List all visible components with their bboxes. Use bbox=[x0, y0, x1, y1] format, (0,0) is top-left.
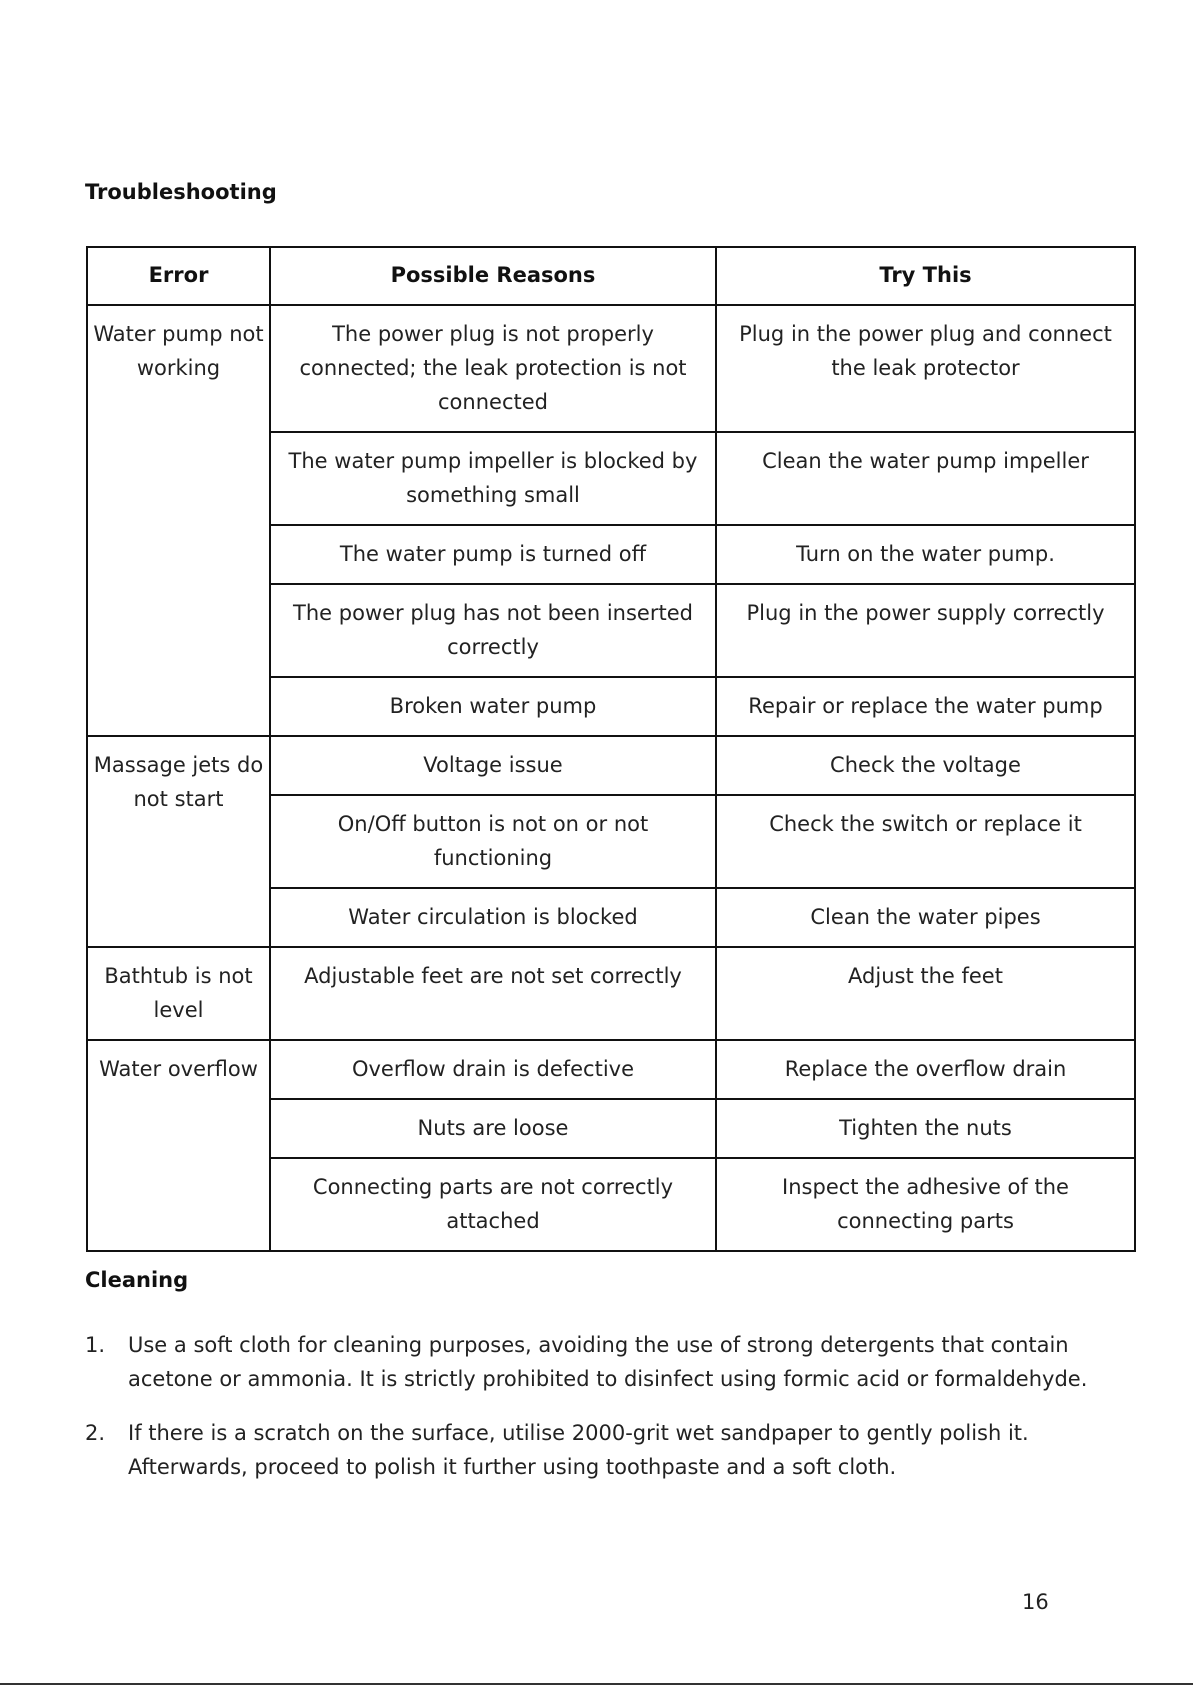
list-item-number: 2. bbox=[85, 1421, 106, 1445]
fix-cell: Plug in the power supply correctly bbox=[716, 584, 1135, 677]
error-cell: Water overflow bbox=[87, 1040, 270, 1251]
reason-cell: The power plug is not properly connected; the leak protection is not connected bbox=[270, 305, 716, 432]
page-number: 16 bbox=[1022, 1590, 1049, 1614]
error-cell: Bathtub is not level bbox=[87, 947, 270, 1040]
fix-cell: Repair or replace the water pump bbox=[716, 677, 1135, 736]
cleaning-list bbox=[85, 1328, 1125, 1504]
fix-cell: Check the voltage bbox=[716, 736, 1135, 795]
list-item-text: If there is a scratch on the surface, utilise 2000-grit wet sandpaper to gently polish it. Afterwards, proceed to polish it further using toothpaste and a soft cloth. bbox=[128, 1421, 1029, 1479]
troubleshooting-table bbox=[86, 246, 1136, 1252]
fix-cell: Replace the overflow drain bbox=[716, 1040, 1135, 1099]
table-header-row bbox=[87, 247, 1135, 305]
reason-cell: Adjustable feet are not set correctly bbox=[270, 947, 716, 1040]
fix-cell: Plug in the power plug and connect the leak protector bbox=[716, 305, 1135, 432]
reason-cell: Broken water pump bbox=[270, 677, 716, 736]
reason-cell: The water pump is turned off bbox=[270, 525, 716, 584]
reason-cell: The water pump impeller is blocked by something small bbox=[270, 432, 716, 525]
header-possible-reasons: Possible Reasons bbox=[270, 247, 716, 305]
fix-cell: Adjust the feet bbox=[716, 947, 1135, 1040]
table-row bbox=[87, 305, 1135, 432]
error-cell: Water pump not working bbox=[87, 305, 270, 736]
table-row bbox=[87, 1040, 1135, 1099]
cleaning-heading: Cleaning bbox=[85, 1268, 189, 1292]
reason-cell: Nuts are loose bbox=[270, 1099, 716, 1158]
reason-cell: The power plug has not been inserted correctly bbox=[270, 584, 716, 677]
fix-cell: Tighten the nuts bbox=[716, 1099, 1135, 1158]
error-cell: Massage jets do not start bbox=[87, 736, 270, 947]
fix-cell: Clean the water pump impeller bbox=[716, 432, 1135, 525]
reason-cell: Overflow drain is defective bbox=[270, 1040, 716, 1099]
header-error: Error bbox=[87, 247, 270, 305]
list-item bbox=[85, 1328, 1125, 1396]
fix-cell: Turn on the water pump. bbox=[716, 525, 1135, 584]
header-try-this: Try This bbox=[716, 247, 1135, 305]
troubleshooting-heading: Troubleshooting bbox=[85, 180, 277, 204]
reason-cell: On/Off button is not on or not functioning bbox=[270, 795, 716, 888]
fix-cell: Check the switch or replace it bbox=[716, 795, 1135, 888]
list-item-number: 1. bbox=[85, 1333, 106, 1357]
list-item-text: Use a soft cloth for cleaning purposes, avoiding the use of strong detergents that contain acetone or ammonia. It is strictly prohibited to disinfect using formic acid or formaldehyde. bbox=[128, 1333, 1088, 1391]
reason-cell: Connecting parts are not correctly attached bbox=[270, 1158, 716, 1251]
reason-cell: Water circulation is blocked bbox=[270, 888, 716, 947]
fix-cell: Clean the water pipes bbox=[716, 888, 1135, 947]
list-item bbox=[85, 1416, 1125, 1484]
table-row bbox=[87, 947, 1135, 1040]
reason-cell: Voltage issue bbox=[270, 736, 716, 795]
table-row bbox=[87, 736, 1135, 795]
fix-cell: Inspect the adhesive of the connecting parts bbox=[716, 1158, 1135, 1251]
